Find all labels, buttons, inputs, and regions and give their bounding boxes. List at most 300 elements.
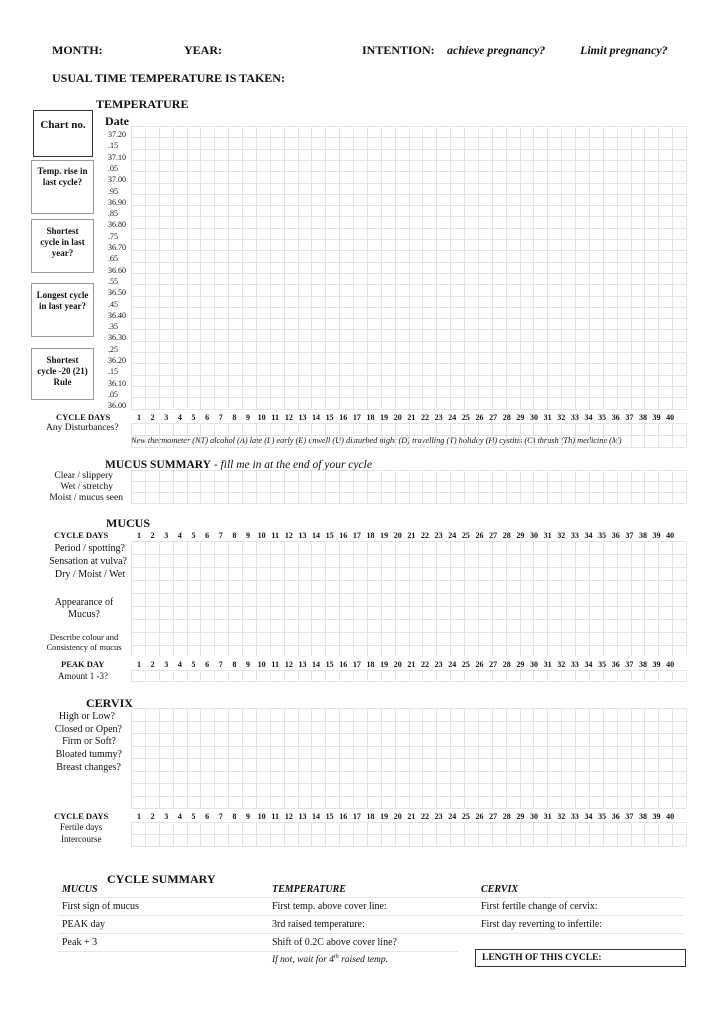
grid-col-line (533, 822, 534, 846)
grid-col-line (422, 423, 423, 447)
grid-col-line (547, 541, 548, 656)
grid-col-line (298, 423, 299, 447)
grid-col-line (575, 822, 576, 846)
summary-col-cervix: CERVIX (481, 884, 519, 895)
longest-cycle-box[interactable] (31, 283, 94, 337)
grid-col-line (409, 822, 410, 846)
grid-col-line (284, 822, 285, 846)
grid-col-line (506, 470, 507, 503)
cycle-day-number: 35 (598, 812, 607, 821)
cycle-day-number: 33 (570, 660, 579, 669)
grid-col-line (187, 670, 188, 681)
grid-col-line (339, 470, 340, 503)
grid-col-line (228, 423, 229, 447)
grid-col-line (450, 541, 451, 656)
cycle-day-number: 5 (191, 531, 196, 540)
grid-col-line (686, 670, 687, 681)
cycle-day-number: 2 (150, 413, 155, 422)
cycle-day-number: 32 (557, 812, 566, 821)
summary-divider (58, 915, 684, 916)
temperature-grid[interactable] (131, 126, 686, 410)
cycle-day-number: 24 (448, 413, 457, 422)
grid-col-line (409, 126, 410, 410)
grid-col-line (422, 708, 423, 808)
grid-col-line (644, 822, 645, 846)
grid-row-line (131, 681, 686, 682)
grid-col-line (658, 541, 659, 656)
grid-col-line (284, 423, 285, 447)
grid-col-line (256, 670, 257, 681)
fertile-grid[interactable] (131, 822, 686, 846)
grid-col-line (256, 423, 257, 447)
grid-col-line (187, 541, 188, 656)
cycle-day-number: 10 (257, 413, 266, 422)
cycle-day-number: 21 (407, 812, 416, 821)
cycle-day-number: 21 (407, 660, 416, 669)
summary-peak-day: PEAK day (62, 919, 106, 930)
grid-col-line (617, 541, 618, 656)
grid-col-line (603, 708, 604, 808)
cycle-day-number: 32 (557, 660, 566, 669)
cycle-day-number: 7 (218, 413, 223, 422)
grid-col-line (311, 708, 312, 808)
grid-col-line (658, 670, 659, 681)
grid-col-line (533, 126, 534, 410)
disturbances-grid[interactable] (131, 423, 686, 447)
cycle-day-number: 30 (529, 660, 538, 669)
cycle-day-number: 9 (245, 413, 250, 422)
temp-scale-label: .75 (108, 231, 118, 241)
mucus-summary-grid[interactable] (131, 470, 686, 503)
grid-col-line (464, 423, 465, 447)
grid-col-line (173, 126, 174, 410)
cycle-day-number: 37 (625, 812, 634, 821)
cycle-day-number: 22 (421, 812, 430, 821)
grid-col-line (228, 670, 229, 681)
grid-col-line (520, 708, 521, 808)
cycle-day-number: 26 (475, 531, 484, 540)
grid-col-line (311, 541, 312, 656)
cycle-day-number: 10 (257, 812, 266, 821)
grid-col-line (256, 708, 257, 808)
cycle-day-number: 26 (475, 413, 484, 422)
grid-col-line (187, 822, 188, 846)
grid-col-line (492, 670, 493, 681)
cycle-day-number: 14 (312, 531, 321, 540)
cycle-day-number: 20 (393, 660, 402, 669)
cycle-day-number: 20 (393, 812, 402, 821)
temp-cycle-days-label: CYCLE DAYS (56, 412, 111, 422)
shortest-cycle-label: Shortest cycle in last year? (40, 226, 85, 258)
grid-col-line (298, 470, 299, 503)
grid-col-line (672, 126, 673, 410)
grid-col-line (325, 423, 326, 447)
temp-rise-box[interactable] (31, 160, 94, 214)
cycle-day-number: 24 (448, 531, 457, 540)
cycle-day-number: 38 (638, 812, 647, 821)
temp-scale-label: 37.00 (108, 175, 126, 185)
temp-scale-label: .15 (108, 141, 118, 151)
cervix-row-high-low: High or Low? (58, 711, 115, 722)
cycle-day-number: 31 (543, 531, 552, 540)
cycle-day-number: 11 (271, 531, 279, 540)
grid-col-line (658, 708, 659, 808)
grid-col-line (686, 822, 687, 846)
cycle-day-number: 19 (380, 660, 389, 669)
cycle-day-number: 17 (352, 413, 361, 422)
cycle-day-number: 11 (271, 660, 279, 669)
grid-col-line (617, 670, 618, 681)
temp-scale-label: .05 (108, 163, 118, 173)
month-label: MONTH: (52, 43, 103, 57)
grid-col-line (617, 423, 618, 447)
grid-col-line (422, 541, 423, 656)
cervix-grid[interactable] (131, 708, 686, 808)
grid-col-line (353, 822, 354, 846)
mucus-summary-subtitle: - fill me in at the end of your cycle (210, 459, 372, 471)
cycle-day-number: 30 (529, 531, 538, 540)
cycle-day-number: 21 (407, 531, 416, 540)
grid-col-line (214, 708, 215, 808)
cycle-length-label: LENGTH OF THIS CYCLE: (482, 953, 602, 963)
chart-no-box[interactable] (33, 110, 93, 157)
grid-col-line (325, 126, 326, 410)
grid-col-line (547, 126, 548, 410)
peak-grid[interactable] (131, 670, 686, 681)
grid-col-line (436, 708, 437, 808)
grid-col-line (506, 423, 507, 447)
grid-col-line (450, 423, 451, 447)
grid-col-line (311, 126, 312, 410)
grid-col-line (298, 708, 299, 808)
cycle-day-number: 27 (489, 413, 498, 422)
grid-col-line (603, 670, 604, 681)
grid-col-line (131, 541, 132, 656)
summary-row-clear: Clear / slippery (54, 471, 113, 481)
grid-col-line (436, 423, 437, 447)
summary-col-temperature: TEMPERATURE (272, 884, 346, 895)
grid-col-line (478, 822, 479, 846)
temp-scale-label: .55 (108, 276, 118, 286)
grid-col-line (478, 708, 479, 808)
cycle-day-number: 29 (516, 413, 525, 422)
cycle-day-number: 12 (284, 660, 293, 669)
mucus-title: MUCUS (106, 516, 150, 530)
grid-col-line (575, 470, 576, 503)
grid-col-line (200, 708, 201, 808)
cycle-day-number: 1 (137, 413, 141, 422)
temp-scale-label: .85 (108, 209, 118, 219)
grid-col-line (200, 541, 201, 656)
grid-col-line (450, 708, 451, 808)
grid-col-line (131, 822, 132, 846)
cycle-day-number: 36 (611, 660, 620, 669)
grid-col-line (353, 126, 354, 410)
temp-cycle-days-row (0, 413, 724, 423)
option-achieve-pregnancy[interactable]: achieve pregnancy? (447, 43, 546, 57)
cycle-day-number: 39 (652, 413, 661, 422)
grid-col-line (270, 126, 271, 410)
cycle-day-number: 4 (177, 413, 182, 422)
grid-col-line (450, 670, 451, 681)
grid-col-line (228, 822, 229, 846)
grid-col-line (422, 670, 423, 681)
grid-col-line (644, 470, 645, 503)
cycle-day-number: 18 (366, 531, 375, 540)
cycle-day-number: 37 (625, 660, 634, 669)
cycle-rule-box[interactable] (31, 348, 94, 400)
cycle-day-number: 39 (652, 531, 661, 540)
grid-col-line (506, 541, 507, 656)
cycle-day-number: 10 (257, 531, 266, 540)
temp-scale-label: .15 (108, 367, 118, 377)
option-limit-pregnancy[interactable]: Limit pregnancy? (580, 43, 668, 57)
mucus-cycle-days-row (0, 531, 724, 541)
grid-col-line (533, 541, 534, 656)
grid-col-line (242, 670, 243, 681)
grid-col-line (145, 822, 146, 846)
grid-col-line (658, 470, 659, 503)
grid-col-line (242, 126, 243, 410)
grid-col-line (422, 470, 423, 503)
cycle-day-number: 9 (245, 531, 250, 540)
grid-col-line (520, 423, 521, 447)
cycle-day-number: 4 (177, 531, 182, 540)
cycle-day-number: 9 (245, 812, 250, 821)
cycle-day-number: 6 (205, 812, 210, 821)
temp-scale-label: 36.70 (108, 243, 126, 252)
grid-col-line (159, 470, 160, 503)
grid-col-line (533, 708, 534, 808)
grid-col-line (644, 423, 645, 447)
grid-col-line (617, 708, 618, 808)
grid-col-line (270, 423, 271, 447)
cycle-day-number: 27 (489, 812, 498, 821)
grid-col-line (353, 708, 354, 808)
grid-col-line (520, 541, 521, 656)
grid-col-line (547, 708, 548, 808)
summary-temp-note (272, 954, 388, 965)
cycle-day-number: 35 (598, 413, 607, 422)
grid-col-line (214, 670, 215, 681)
shortest-cycle-box[interactable] (31, 219, 94, 273)
grid-col-line (658, 126, 659, 410)
grid-col-line (478, 126, 479, 410)
grid-col-line (464, 126, 465, 410)
cycle-rule-label: Shortest cycle -20 (21) Rule (37, 355, 88, 387)
cycle-day-number: 18 (366, 812, 375, 821)
grid-col-line (492, 541, 493, 656)
grid-col-line (395, 541, 396, 656)
grid-col-line (173, 541, 174, 656)
grid-col-line (533, 670, 534, 681)
grid-col-line (242, 541, 243, 656)
grid-col-line (631, 822, 632, 846)
cycle-day-number: 8 (232, 812, 237, 821)
grid-col-line (631, 126, 632, 410)
grid-col-line (381, 670, 382, 681)
cycle-day-number: 29 (516, 812, 525, 821)
grid-col-line (409, 541, 410, 656)
cycle-day-number: 16 (339, 413, 348, 422)
grid-col-line (644, 670, 645, 681)
cycle-day-number: 17 (352, 660, 361, 669)
mucus-row-dry-moist-wet: Dry / Moist / Wet (54, 569, 125, 580)
cycle-day-number: 3 (164, 413, 169, 422)
cycle-day-number: 19 (380, 812, 389, 821)
cycle-day-number: 20 (393, 413, 402, 422)
grid-col-line (561, 470, 562, 503)
grid-col-line (214, 470, 215, 503)
grid-col-line (270, 470, 271, 503)
grid-col-line (256, 126, 257, 410)
grid-col-line (450, 470, 451, 503)
grid-col-line (547, 423, 548, 447)
temp-scale-label: 36.30 (108, 333, 126, 343)
temp-scale-label: 37.20 (108, 130, 126, 139)
grid-col-line (339, 126, 340, 410)
grid-col-line (631, 541, 632, 656)
grid-col-line (686, 541, 687, 656)
cycle-day-number: 8 (232, 660, 237, 669)
fertile-days-label: Fertile days (60, 822, 103, 832)
grid-col-line (270, 670, 271, 681)
grid-col-line (159, 541, 160, 656)
cycle-day-number: 8 (232, 531, 237, 540)
cycle-day-number: 30 (529, 812, 538, 821)
grid-col-line (589, 708, 590, 808)
grid-col-line (520, 126, 521, 410)
grid-col-line (422, 126, 423, 410)
cycle-day-number: 23 (434, 413, 443, 422)
cycle-day-number: 26 (475, 812, 484, 821)
summary-divider (58, 933, 684, 934)
cycle-day-number: 40 (666, 531, 675, 540)
cycle-day-number: 15 (325, 413, 334, 422)
grid-col-line (492, 423, 493, 447)
cycle-day-number: 38 (638, 413, 647, 422)
grid-col-line (644, 541, 645, 656)
grid-col-line (242, 708, 243, 808)
cycle-day-number: 29 (516, 531, 525, 540)
grid-col-line (173, 470, 174, 503)
usual-time-label: USUAL TIME TEMPERATURE IS TAKEN: (52, 71, 285, 85)
temp-scale-label: .45 (108, 299, 118, 309)
grid-col-line (478, 470, 479, 503)
grid-col-line (311, 822, 312, 846)
amount-label: Amount 1 -3? (58, 671, 108, 681)
cycle-day-number: 14 (312, 413, 321, 422)
grid-col-line (672, 708, 673, 808)
grid-col-line (409, 423, 410, 447)
cycle-day-number: 33 (570, 531, 579, 540)
chart-no-label: Chart no. (40, 119, 86, 131)
cycle-day-number: 14 (312, 812, 321, 821)
cycle-day-number: 23 (434, 812, 443, 821)
cycle-day-number: 1 (137, 531, 141, 540)
grid-col-line (520, 670, 521, 681)
cycle-day-number: 36 (611, 413, 620, 422)
cycle-day-number: 2 (150, 531, 155, 540)
cycle-day-number: 7 (218, 531, 223, 540)
cycle-day-number: 10 (257, 660, 266, 669)
grid-col-line (603, 423, 604, 447)
cycle-day-number: 18 (366, 660, 375, 669)
summary-peak-plus-3: Peak + 3 (62, 937, 98, 948)
grid-col-line (672, 822, 673, 846)
grid-col-line (298, 541, 299, 656)
grid-col-line (506, 126, 507, 410)
cycle-day-number: 22 (421, 660, 430, 669)
cycle-day-number: 30 (529, 413, 538, 422)
grid-row-line (131, 447, 686, 448)
grid-col-line (589, 423, 590, 447)
grid-col-line (450, 822, 451, 846)
grid-col-line (187, 126, 188, 410)
cycle-day-number: 13 (298, 660, 307, 669)
grid-col-line (436, 470, 437, 503)
grid-col-line (589, 126, 590, 410)
grid-col-line (631, 423, 632, 447)
grid-col-line (658, 822, 659, 846)
cycle-length-box[interactable] (475, 949, 686, 967)
grid-col-line (228, 541, 229, 656)
grid-col-line (214, 423, 215, 447)
grid-col-line (395, 470, 396, 503)
grid-col-line (589, 822, 590, 846)
summary-first-sign-mucus: First sign of mucus (62, 901, 139, 912)
mucus-grid[interactable] (131, 541, 686, 656)
grid-col-line (131, 126, 132, 410)
grid-col-line (325, 541, 326, 656)
cycle-day-number: 23 (434, 531, 443, 540)
cycle-day-number: 32 (557, 413, 566, 422)
grid-col-line (464, 470, 465, 503)
grid-col-line (644, 126, 645, 410)
cycle-day-number: 35 (598, 531, 607, 540)
summary-third-raised: 3rd raised temperature: (272, 919, 365, 930)
cervix-row-breast: Breast changes? (56, 762, 121, 773)
cycle-day-number: 15 (325, 660, 334, 669)
cycle-day-number: 13 (298, 531, 307, 540)
grid-col-line (395, 670, 396, 681)
grid-col-line (478, 670, 479, 681)
grid-col-line (367, 541, 368, 656)
grid-col-line (436, 126, 437, 410)
grid-col-line (214, 126, 215, 410)
grid-col-line (256, 541, 257, 656)
grid-col-line (422, 822, 423, 846)
grid-col-line (311, 470, 312, 503)
mucus-row-period: Period / spotting? (54, 543, 125, 554)
cycle-day-number: 28 (502, 531, 511, 540)
cycle-day-number: 1 (137, 812, 141, 821)
cycle-day-number: 17 (352, 812, 361, 821)
grid-col-line (228, 126, 229, 410)
longest-cycle-label: Longest cycle in last year? (36, 290, 89, 311)
grid-col-line (686, 423, 687, 447)
temp-note-suffix: raised temp. (338, 955, 389, 966)
temp-scale-label: 37.10 (108, 152, 126, 162)
grid-col-line (520, 822, 521, 846)
grid-col-line (686, 126, 687, 410)
grid-col-line (561, 423, 562, 447)
disturbances-label: Any Disturbances? (46, 423, 119, 433)
peak-day-label: PEAK DAY (61, 659, 105, 669)
year-label: YEAR: (184, 43, 222, 57)
cycle-day-number: 11 (271, 413, 279, 422)
grid-col-line (145, 126, 146, 410)
